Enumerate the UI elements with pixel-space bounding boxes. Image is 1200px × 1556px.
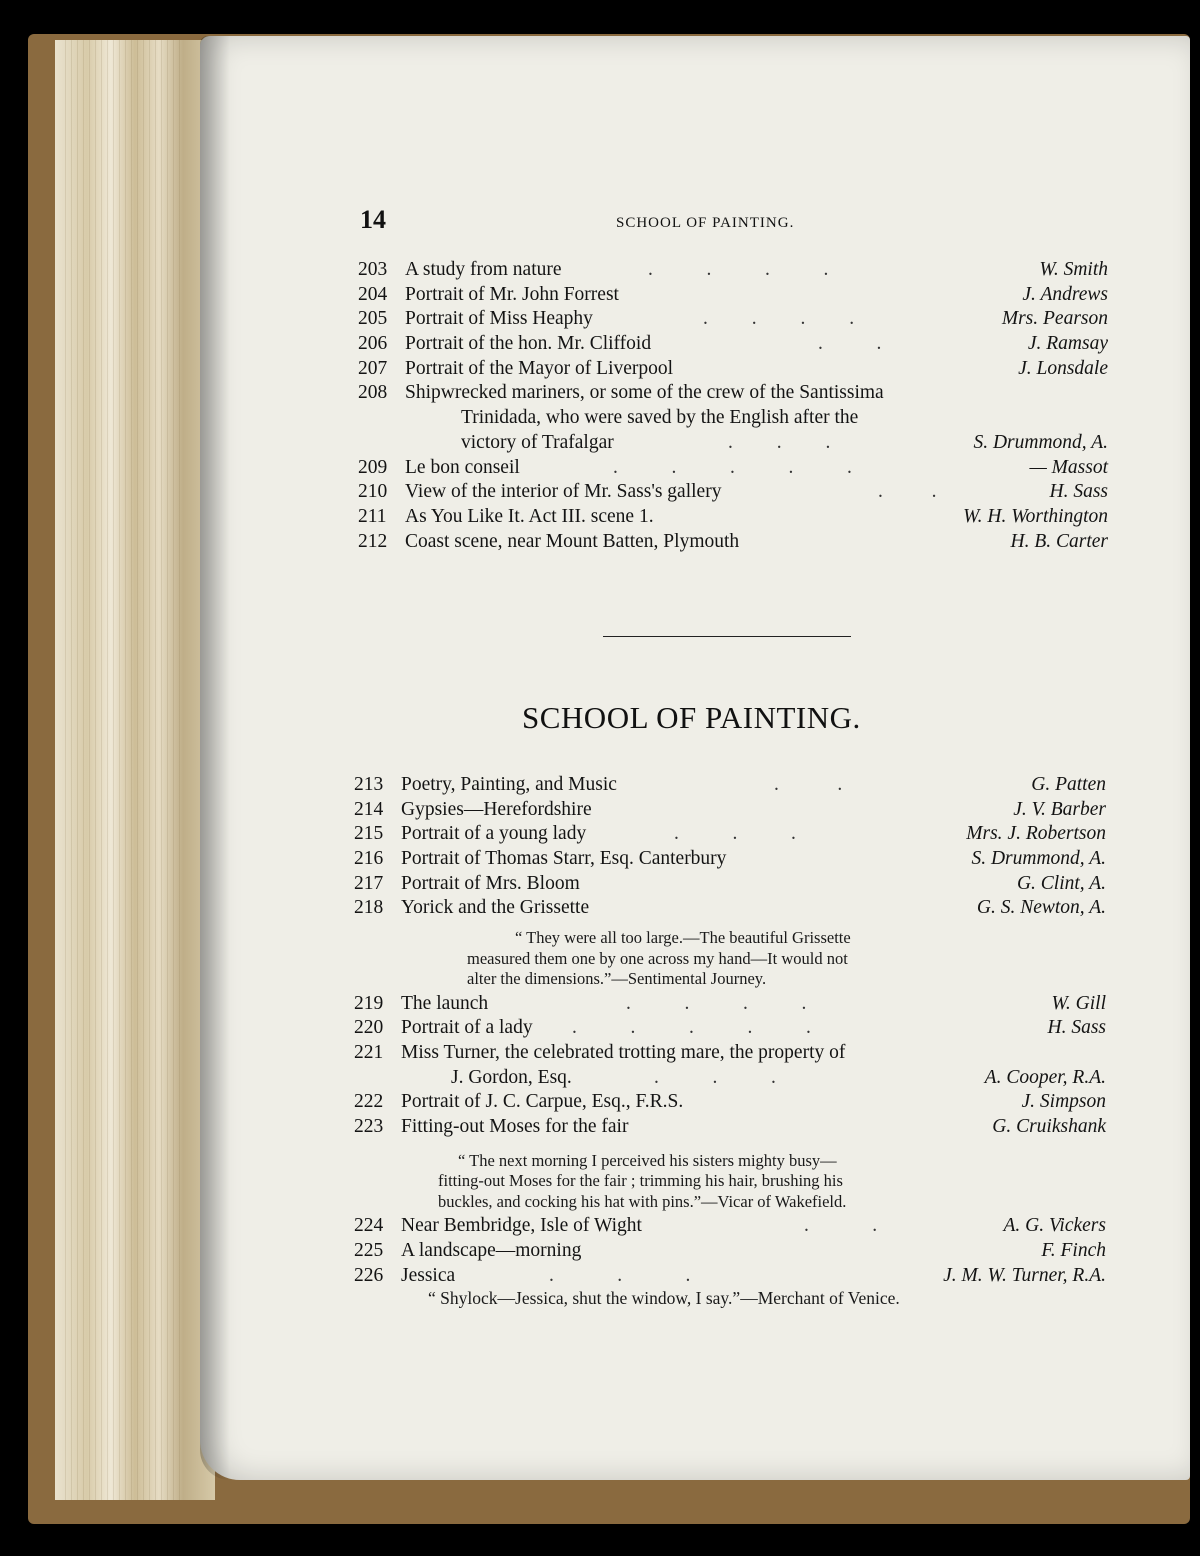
entry-artist: H. Sass xyxy=(1047,1017,1106,1039)
entry-204 xyxy=(358,283,1108,308)
entry-title: Portrait of a lady xyxy=(401,1017,533,1039)
entry-artist: G. Patten xyxy=(1031,774,1106,795)
entry-number: 217 xyxy=(354,872,384,894)
entry-artist: Mrs. J. Robertson xyxy=(966,823,1106,845)
entry-224 xyxy=(354,1214,1106,1239)
entry-title: Portrait of Thomas Starr, Esq. Canterbury xyxy=(401,848,727,870)
entry-number: 224 xyxy=(354,1215,384,1237)
entry-artist: W. Gill xyxy=(1051,992,1106,1014)
entry-221-line2 xyxy=(354,1066,1106,1091)
entry-artist: A. Cooper, R.A. xyxy=(984,1066,1106,1088)
entry-number: 218 xyxy=(354,897,384,919)
entry-title: Coast scene, near Mount Batten, Plymouth xyxy=(405,530,740,552)
entry-205 xyxy=(358,307,1108,332)
entry-215 xyxy=(354,822,1106,847)
entry-artist: Mrs. Pearson xyxy=(1001,308,1108,330)
catalogue-list-top xyxy=(358,258,1108,554)
entry-217 xyxy=(354,872,1106,897)
quote-line: “ Shylock—Jessica, shut the window, I say.”—Merchant of Venice. xyxy=(428,1288,900,1309)
entry-title: The launch xyxy=(401,992,489,1014)
entry-number: 213 xyxy=(354,774,384,795)
leader-dots: . . xyxy=(774,774,843,795)
entry-title: A study from nature xyxy=(405,259,562,280)
running-head: SCHOOL OF PAINTING. xyxy=(616,215,795,231)
entry-title: As You Like It. Act III. scene 1. xyxy=(405,505,654,527)
entry-216 xyxy=(354,847,1106,872)
entry-artist: W. Smith xyxy=(1039,259,1108,280)
entry-title: Yorick and the Grissette xyxy=(401,897,590,919)
entry-number: 214 xyxy=(354,798,384,820)
entry-artist: S. Drummond, A. xyxy=(971,848,1106,870)
entry-number: 220 xyxy=(354,1017,384,1039)
entry-artist: J. Andrews xyxy=(1022,283,1108,305)
leader-dots: . . . . xyxy=(648,259,829,280)
entry-artist: H. B. Carter xyxy=(1010,530,1108,552)
entry-214 xyxy=(354,798,1106,823)
entry-208 xyxy=(358,381,1108,406)
entry-title-continued: Trinidada, who were saved by the English after the xyxy=(461,407,859,429)
entry-number: 204 xyxy=(358,283,388,305)
entry-artist: J. M. W. Turner, R.A. xyxy=(943,1264,1106,1286)
page-number: 14 xyxy=(360,205,386,234)
entry-title: Portrait of Mrs. Bloom xyxy=(401,872,580,894)
page-block-edge xyxy=(55,40,215,1500)
entry-artist: J. Ramsay xyxy=(1027,333,1108,355)
entry-title-continued: J. Gordon, Esq. xyxy=(451,1066,572,1088)
entry-title: Gypsies—Herefordshire xyxy=(401,798,592,820)
leader-dots: . . . . . xyxy=(572,1017,811,1039)
entry-218 xyxy=(354,896,1106,921)
quote-line: “ They were all too large.—The beautiful Grissette xyxy=(515,928,851,948)
entry-artist: J. Lonsdale xyxy=(1018,357,1108,379)
leader-dots: . . . xyxy=(728,431,831,453)
entry-artist: G. S. Newton, A. xyxy=(976,897,1106,919)
quotation-223 xyxy=(438,1151,1190,1213)
catalogue-list-bottom xyxy=(354,773,1106,1309)
entry-207 xyxy=(358,357,1108,382)
entry-title: Poetry, Painting, and Music xyxy=(401,774,617,795)
entry-number: 207 xyxy=(358,357,388,379)
entry-219 xyxy=(354,992,1106,1017)
entry-title: Shipwrecked mariners, or some of the crew of the Santissima xyxy=(405,382,884,404)
section-divider xyxy=(603,636,851,637)
entry-208-line3 xyxy=(358,431,1108,456)
entry-203 xyxy=(358,258,1108,283)
entry-number: 205 xyxy=(358,308,388,330)
section-title: SCHOOL OF PAINTING. xyxy=(522,700,861,735)
entry-artist: G. Cruikshank xyxy=(992,1116,1106,1138)
leader-dots: . . xyxy=(804,1215,878,1237)
entry-206 xyxy=(358,332,1108,357)
entry-221 xyxy=(354,1041,1106,1066)
entry-number: 208 xyxy=(358,382,388,404)
entry-title: Near Bembridge, Isle of Wight xyxy=(401,1215,642,1237)
entry-number: 225 xyxy=(354,1239,384,1261)
page-header xyxy=(360,205,1120,235)
entry-number: 209 xyxy=(358,456,388,478)
quotation-226 xyxy=(428,1288,1180,1309)
entry-artist: J. Simpson xyxy=(1021,1091,1106,1113)
entry-title: Portrait of a young lady xyxy=(401,823,587,845)
entry-artist: F. Finch xyxy=(1041,1239,1106,1261)
entry-title: Portrait of Mr. John Forrest xyxy=(405,283,619,305)
entry-title: Le bon conseil xyxy=(405,456,520,478)
entry-artist: W. H. Worthington xyxy=(963,505,1108,527)
leader-dots: . . . . . xyxy=(613,456,852,478)
leader-dots: . . . . xyxy=(703,308,855,330)
quote-line: “ The next morning I perceived his sisters mighty busy— xyxy=(458,1150,837,1170)
leader-dots: . . . xyxy=(549,1264,691,1286)
entry-artist: S. Drummond, A. xyxy=(973,431,1108,453)
entry-title: Miss Turner, the celebrated trotting mare, the property of xyxy=(401,1042,846,1063)
quote-line: buckles, and cocking his hat with pins.”—Vicar of Wakefield. xyxy=(438,1191,847,1211)
entry-title: Portrait of Miss Heaphy xyxy=(405,308,593,330)
entry-number: 221 xyxy=(354,1042,384,1063)
entry-title: A landscape—morning xyxy=(401,1239,582,1261)
entry-number: 203 xyxy=(358,259,388,280)
entry-artist: H. Sass xyxy=(1049,481,1108,503)
entry-artist: A. G. Vickers xyxy=(1003,1215,1106,1237)
leader-dots: . . xyxy=(818,333,882,355)
entry-number: 226 xyxy=(354,1264,384,1286)
entry-number: 222 xyxy=(354,1091,384,1113)
entry-number: 223 xyxy=(354,1116,384,1138)
entry-210 xyxy=(358,480,1108,505)
entry-225 xyxy=(354,1239,1106,1264)
entry-208-line2 xyxy=(358,406,1108,431)
entry-title: View of the interior of Mr. Sass's gallery xyxy=(405,481,722,503)
entry-223 xyxy=(354,1115,1106,1140)
entry-222 xyxy=(354,1090,1106,1115)
entry-212 xyxy=(358,530,1108,555)
entry-title: Portrait of the Mayor of Liverpool xyxy=(405,357,674,379)
entry-211 xyxy=(358,505,1108,530)
entry-title: Portrait of the hon. Mr. Cliffoid xyxy=(405,333,652,355)
entry-title: Jessica xyxy=(401,1264,456,1286)
quotation-218 xyxy=(467,928,1200,990)
entry-209 xyxy=(358,456,1108,481)
leader-dots: . . . . xyxy=(626,992,807,1014)
leader-dots: . . xyxy=(878,481,937,503)
entry-number: 211 xyxy=(358,505,387,527)
spine-shadow xyxy=(200,36,230,1480)
entry-artist: J. V. Barber xyxy=(1013,798,1106,820)
entry-title: Fitting-out Moses for the fair xyxy=(401,1116,629,1138)
leader-dots: . . . xyxy=(674,823,796,845)
entry-213 xyxy=(354,773,1106,798)
entry-number: 219 xyxy=(354,992,384,1014)
leader-dots: . . . xyxy=(654,1066,776,1088)
quote-line: alter the dimensions.”—Sentimental Journey. xyxy=(467,969,767,989)
entry-number: 212 xyxy=(358,530,388,552)
entry-226 xyxy=(354,1264,1106,1289)
entry-number: 210 xyxy=(358,481,388,503)
entry-number: 206 xyxy=(358,333,388,355)
entry-title-continued: victory of Trafalgar xyxy=(461,431,614,453)
entry-220 xyxy=(354,1016,1106,1041)
entry-title: Portrait of J. C. Carpue, Esq., F.R.S. xyxy=(401,1091,684,1113)
entry-number: 216 xyxy=(354,848,384,870)
entry-number: 215 xyxy=(354,823,384,845)
entry-artist: G. Clint, A. xyxy=(1016,872,1106,894)
page-edges xyxy=(65,40,185,1500)
quote-line: fitting-out Moses for the fair ; trimming his hair, brushing his xyxy=(438,1171,843,1191)
entry-artist: — Massot xyxy=(1029,456,1108,478)
quote-line: measured them one by one across my hand—It would not xyxy=(467,948,848,968)
